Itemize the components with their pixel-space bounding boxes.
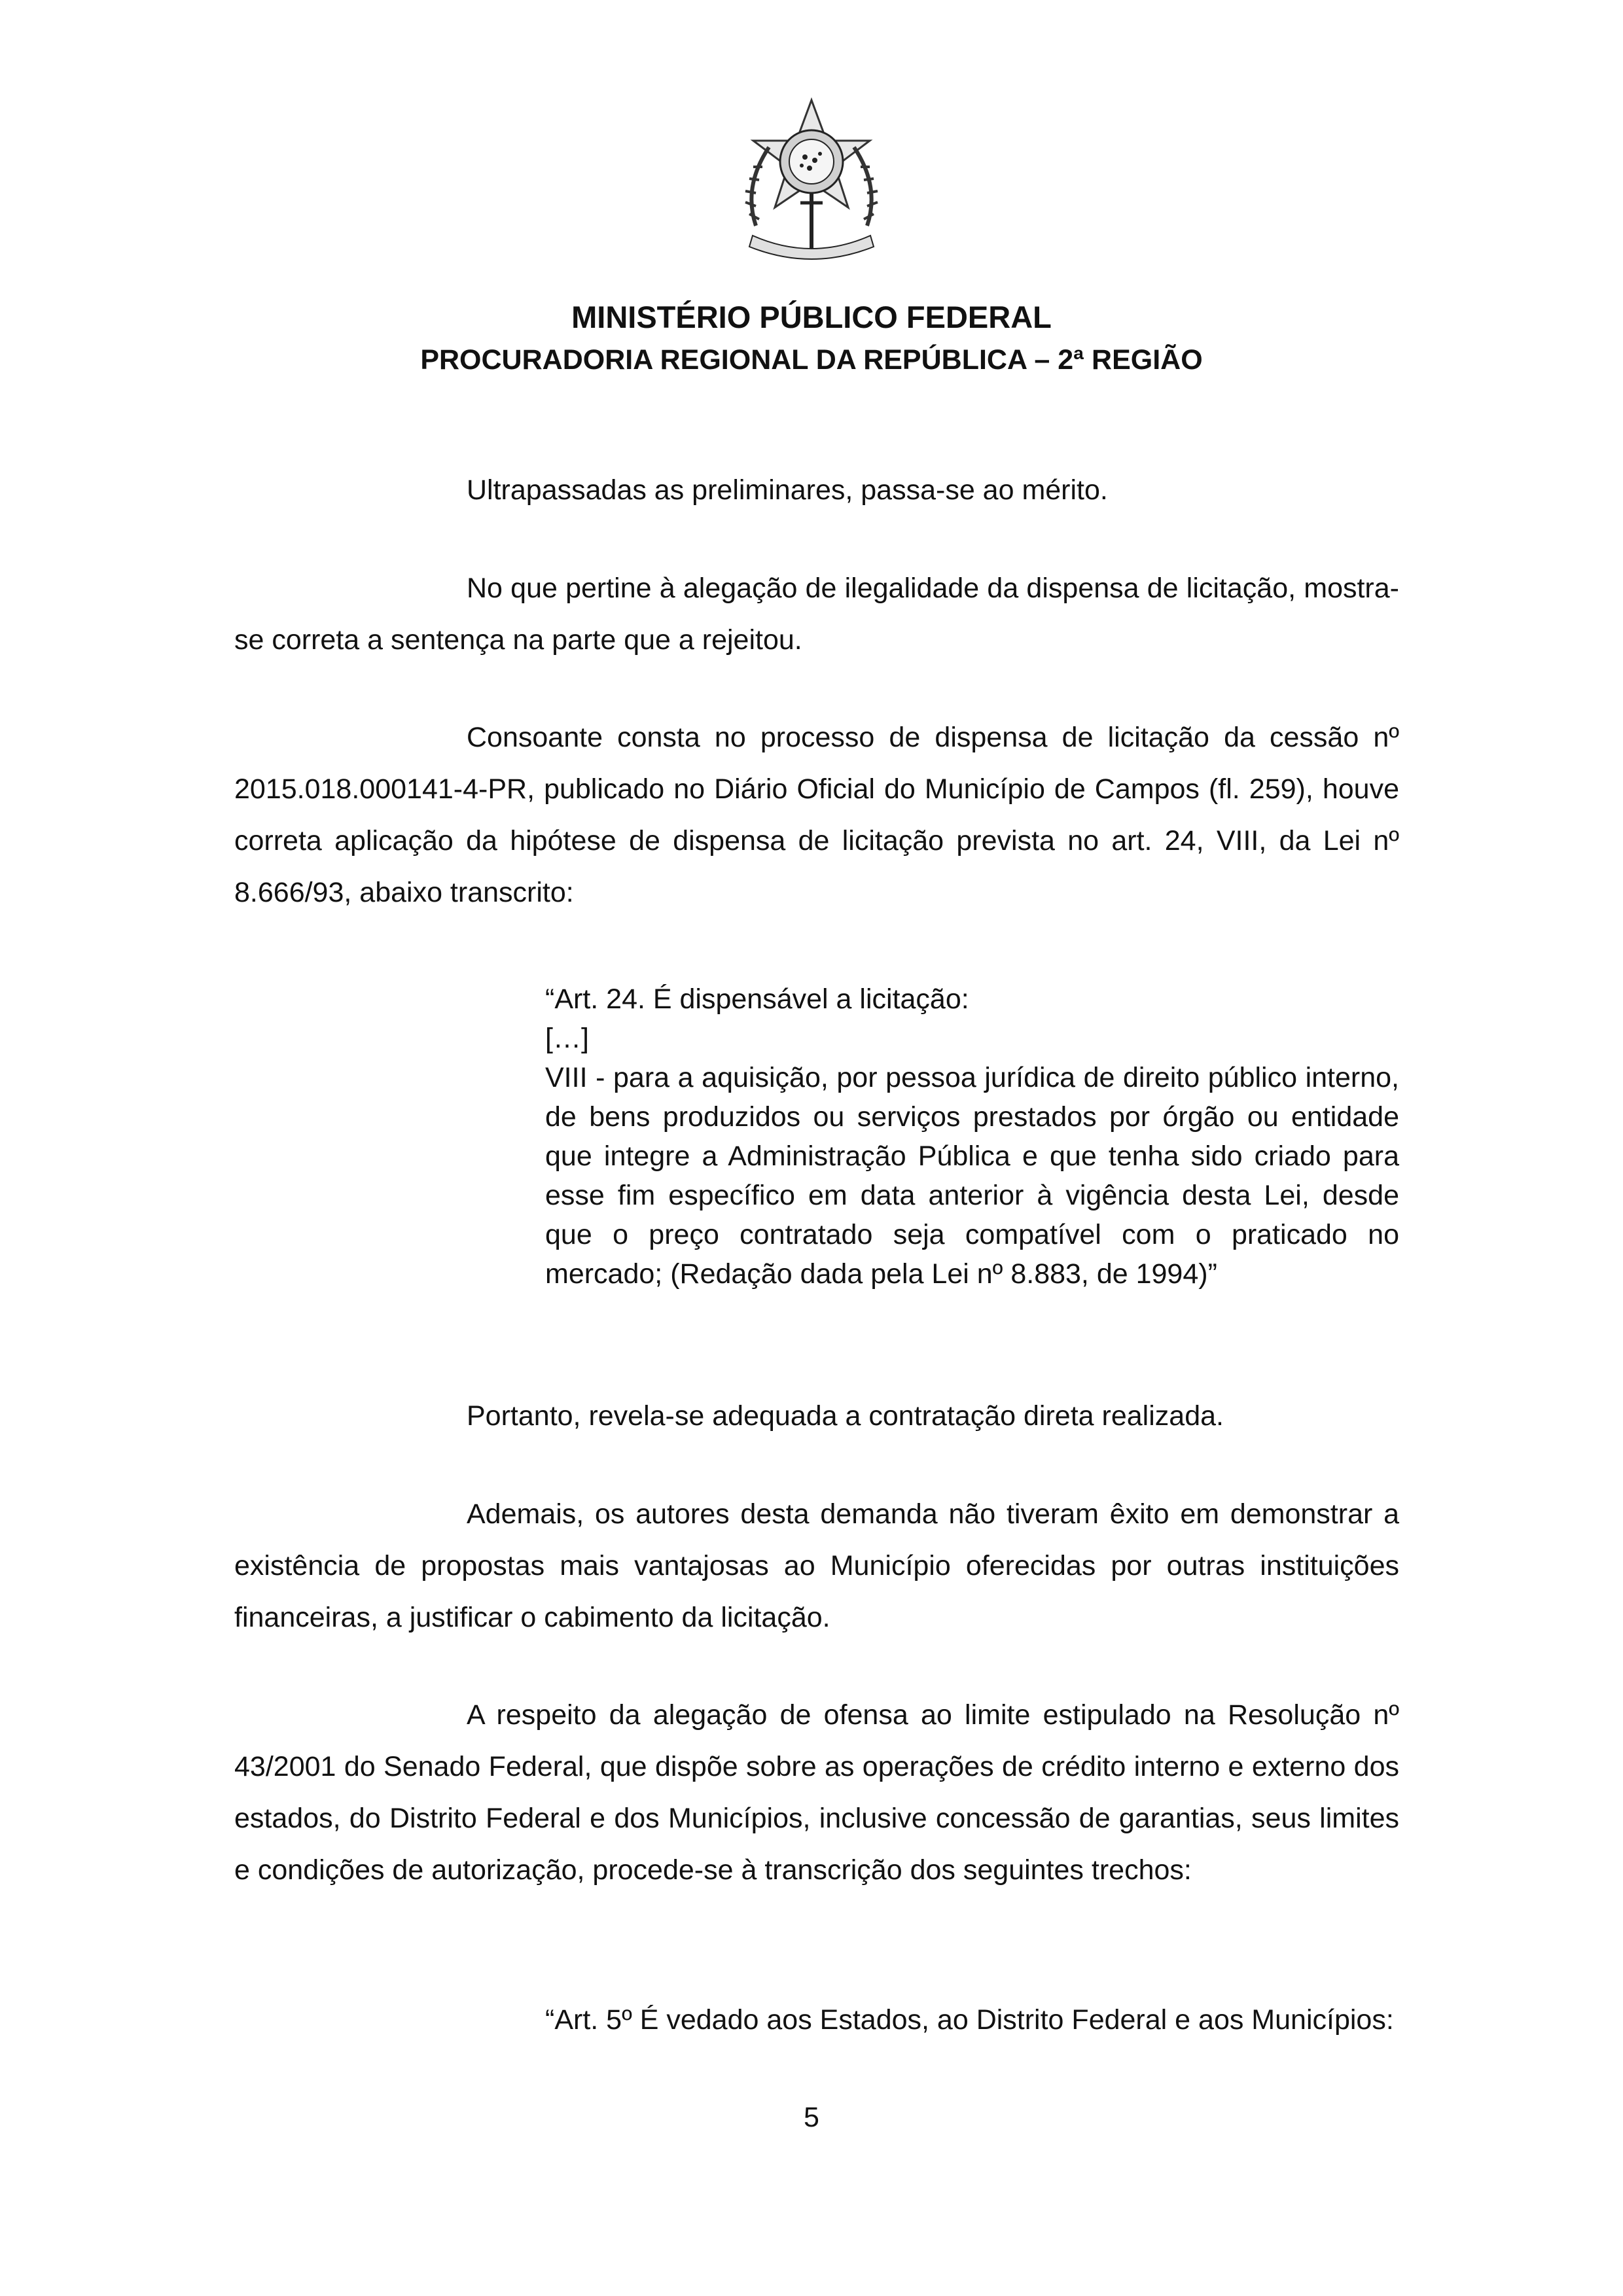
quote-art-24-heading: “Art. 24. É dispensável a licitação:	[545, 983, 969, 1015]
institution-title: MINISTÉRIO PÚBLICO FEDERAL	[571, 300, 1052, 334]
paragraph-4: Portanto, revela-se adequada a contratação direta realizada.	[467, 1400, 1224, 1432]
quote-art-24	[545, 980, 1399, 1294]
paragraph-2: No que pertine à alegação de ilegalidade da dispensa de licitação, mostra-se correta a sentença na parte que a rejeitou.	[234, 573, 1399, 656]
paragraph-5: Ademais, os autores desta demanda não tiveram êxito em demonstrar a existência de propostas mais vantajosas ao Município oferecidas por outras instituições financeiras, a justificar o cabimento da licitação.	[234, 1498, 1399, 1633]
paragraph-3: Consoante consta no processo de dispensa de licitação da cessão nº 2015.018.000141-4-PR, publicado no Diário Oficial do Município de Campos (fl. 259), houve correta aplicação da hipótese de dispensa de licitação prevista no art. 24, VIII, da Lei nº 8.666/93, abaixo transcrito:	[234, 722, 1399, 908]
paragraph-6: A respeito da alegação de ofensa ao limite estipulado na Resolução nº 43/2001 do Senado Federal, que dispõe sobre as operações de crédito interno e externo dos estados, do Distrito Federal e dos Municípios, inclusive concessão de garantias, seus limites e condições de autorização, procede-se à transcrição dos seguintes trechos:	[234, 1699, 1399, 1886]
coat-of-arms-icon	[730, 95, 893, 265]
quote-art-24-item-viii: VIII - para a aquisição, por pessoa jurídica de direito público interno, de bens produzidos ou serviços prestados por órgão ou entidade que integre a Administração Pública e que tenha sido criado para esse fim específico em data anterior à vigência desta Lei, desde que o preço contratado seja compatível com o praticado no mercado; (Redação dada pela Lei nº 8.883, de 1994)”	[545, 1062, 1399, 1290]
institution-subtitle: PROCURADORIA REGIONAL DA REPÚBLICA – 2ª REGIÃO	[420, 344, 1203, 376]
paragraph-1: Ultrapassadas as preliminares, passa-se ao mérito.	[467, 474, 1108, 506]
page-number: 5	[804, 2102, 819, 2133]
quote-art-5: “Art. 5º É vedado aos Estados, ao Distrito Federal e aos Municípios:	[545, 2004, 1394, 2036]
quote-art-24-ellipsis: […]	[545, 1023, 589, 1054]
